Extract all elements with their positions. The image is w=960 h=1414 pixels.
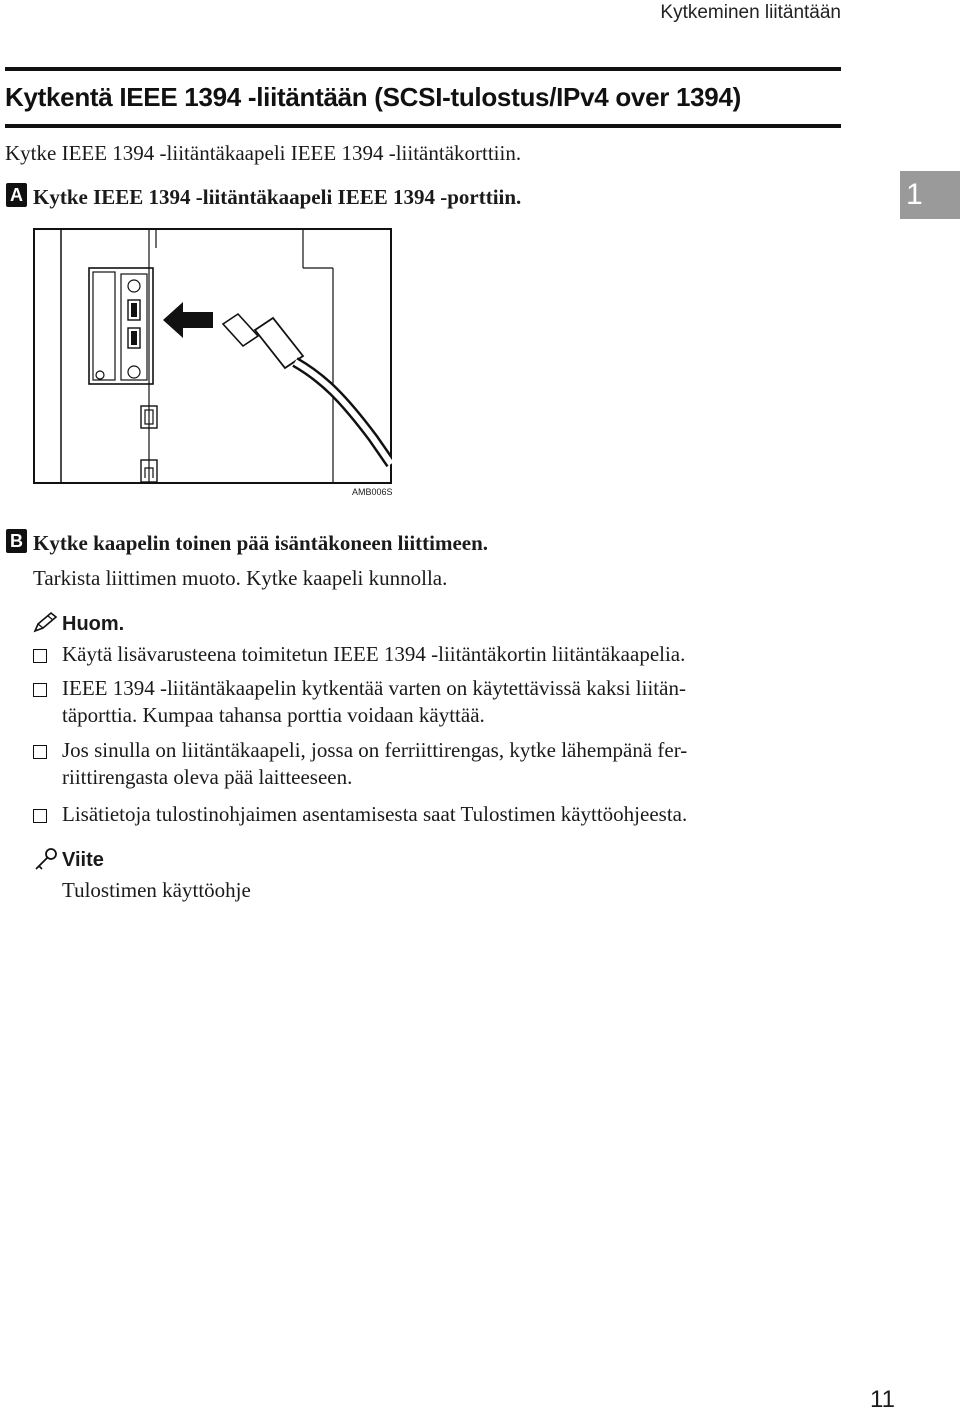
chapter-tab: 1	[900, 171, 960, 219]
note-item-2	[62, 675, 686, 729]
step-2-subtext: Tarkista liittimen muoto. Kytke kaapeli kunnolla.	[33, 566, 448, 590]
bullet-icon	[33, 683, 47, 697]
note-item-line: Lisätietoja tulostinohjaimen asentamisesta saat Tulostimen käyttöohjeesta.	[62, 802, 688, 826]
intro-text: Kytke IEEE 1394 -liitäntäkaapeli IEEE 1394 -liitäntäkorttiin.	[5, 141, 522, 165]
page-number: 11	[870, 1386, 895, 1413]
step-1-badge: A	[6, 183, 27, 207]
note-item-line: Käytä lisävarusteena toimitetun IEEE 1394 -liitäntäkortin liitäntäkaapelia.	[62, 642, 686, 666]
bullet-icon	[33, 745, 47, 759]
step-1-text: Kytke IEEE 1394 -liitäntäkaapeli IEEE 1394 -porttiin.	[33, 185, 522, 209]
note-item-line: Jos sinulla on liitäntäkaapeli, jossa on ferriittirengas, kytke lähempänä fer-	[62, 738, 688, 762]
note-item-line: riittirengasta oleva pää laitteeseen.	[62, 765, 353, 789]
note-item-4	[62, 801, 687, 828]
pencil-icon	[33, 611, 59, 638]
note-item-line: IEEE 1394 -liitäntäkaapelin kytkentää varten on käytettävissä kaksi liitän-	[62, 676, 686, 700]
note-item-line: täporttia. Kumpaa tahansa porttia voidaan käyttää.	[62, 703, 485, 727]
key-icon	[33, 846, 59, 877]
step-2-text: Kytke kaapelin toinen pää isäntäkoneen liittimeen.	[33, 531, 489, 555]
note-heading: Huom.	[62, 613, 125, 635]
step-2-badge: B	[6, 529, 27, 553]
reference-heading: Viite	[62, 849, 104, 871]
note-item-3	[62, 737, 687, 791]
reference-text: Tulostimen käyttöohje	[62, 878, 251, 902]
note-item-1	[62, 641, 685, 668]
title-rule	[5, 124, 841, 128]
header-rule	[5, 67, 841, 71]
running-header: Kytkeminen liitäntään	[660, 2, 841, 23]
bullet-icon	[33, 809, 47, 823]
figure-code: AMB006S	[352, 487, 393, 497]
connection-illustration	[33, 228, 392, 484]
page-title: Kytkentä IEEE 1394 -liitäntään (SCSI-tulostus/IPv4 over 1394)	[5, 82, 741, 112]
bullet-icon	[33, 649, 47, 663]
